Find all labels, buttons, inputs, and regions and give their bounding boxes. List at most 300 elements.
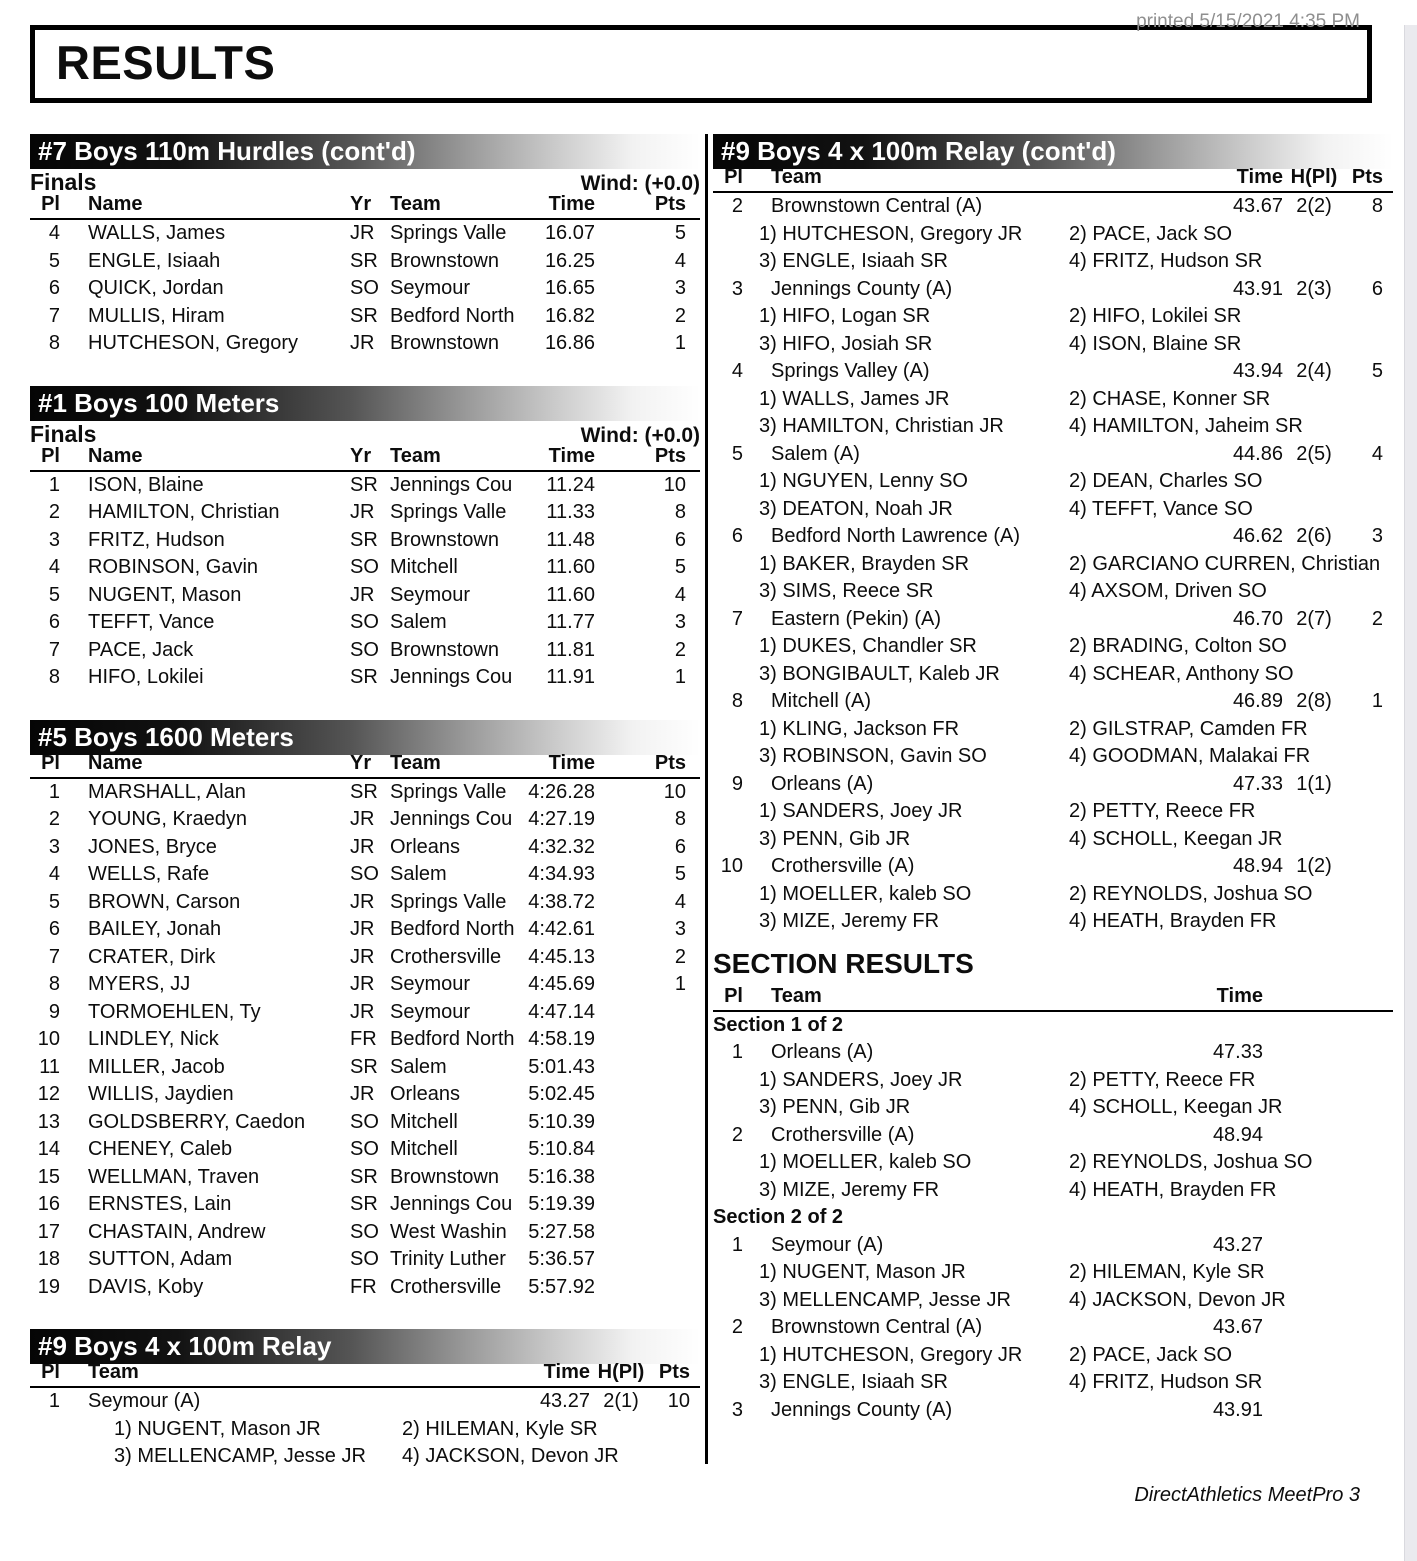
cell-name: CHENEY, Caleb [88,1138,233,1161]
cell-time: 46.89 [1232,690,1283,713]
cell-points: 2 [674,638,686,661]
cell-points: 4 [674,583,686,606]
result-row [30,527,700,555]
cell-team: Springs Valle [390,222,507,245]
relay-team-row [713,523,1393,551]
cell-place: 10 [720,855,743,878]
cell-year: SO [350,611,379,634]
cell-points: 3 [674,918,686,941]
relay-team-row [30,1388,700,1416]
result-row [30,554,700,582]
relay-leg: 3) HIFO, Josiah SR [759,332,933,355]
cell-year: JR [350,1083,375,1106]
table-header [713,984,1393,1012]
col-header-name: Name [88,193,143,215]
cell-year: JR [350,222,375,245]
cell-points: 3 [674,611,686,634]
wind-label: Wind: (+0.0) [580,423,700,447]
cell-year: SR [350,666,378,689]
cell-time: 4:47.14 [528,1000,595,1023]
col-header-time: Time [548,751,595,774]
cell-heat-place: 2(8) [1296,690,1332,713]
cell-points: 2 [1371,607,1383,630]
cell-points: 6 [674,528,686,551]
cell-name: ISON, Blaine [88,473,204,496]
cell-points: 2 [674,945,686,968]
relay-leg: 1) NUGENT, Mason JR [114,1417,321,1440]
cell-time: 4:38.72 [528,890,595,913]
table-header [30,1361,700,1388]
cell-name: HUTCHESON, Gregory [88,332,299,355]
relay-team-row [713,193,1393,221]
cell-team: West Washin [390,1220,507,1243]
cell-place: 3 [48,528,60,551]
cell-team: Mitchell [390,556,458,579]
event-title-bar [30,1329,700,1364]
cell-time: 5:02.45 [528,1083,595,1106]
col-header-time: Time [548,444,595,467]
section-results [713,948,1393,1425]
cell-name: BAILEY, Jonah [88,918,222,941]
cell-year: SO [350,1248,379,1271]
cell-time: 16.25 [544,249,595,272]
cell-year: SO [350,863,379,886]
relay-leg: 1) HUTCHESON, Gregory JR [759,1343,1023,1366]
col-header-team: Team [390,193,441,215]
event-title-bar [30,386,700,421]
cell-team: Crothersville [390,1275,502,1298]
wind-label: Wind: (+0.0) [580,172,700,195]
relay-legs-row [713,386,1393,414]
table-header [30,751,700,779]
cell-place: 6 [731,525,743,548]
relay-leg: 4) SCHEAR, Anthony SO [1069,662,1294,685]
cell-heat-place: 2(6) [1296,525,1332,548]
cell-name: HAMILTON, Christian [88,501,280,524]
cell-points: 4 [674,249,686,272]
result-row [30,248,700,276]
cell-place: 1 [48,1390,60,1413]
relay-legs-row [713,413,1393,441]
relay-legs-row [713,496,1393,524]
relay-leg: 4) HEATH, Brayden FR [1069,1178,1277,1201]
cell-place: 2 [731,1123,743,1146]
cell-team: Salem (A) [771,442,860,465]
cell-team: Orleans (A) [771,1041,874,1064]
cell-points: 5 [674,863,686,886]
cell-place: 3 [731,277,743,300]
cell-team: Salem [390,1055,447,1078]
cell-points: 4 [674,890,686,913]
cell-time: 11.60 [546,556,595,579]
result-row [30,889,700,917]
cell-year: JR [350,945,375,968]
cell-time: 4:45.13 [528,945,595,968]
cell-time: 5:10.39 [528,1110,595,1133]
cell-time: 43.27 [539,1390,590,1413]
col-header-yr: Yr [350,751,372,774]
cell-name: MILLER, Jacob [88,1055,225,1078]
col-header-team: Team [771,166,822,188]
result-row [30,916,700,944]
relay-team-row [713,606,1393,634]
cell-name: TEFFT, Vance [88,611,215,634]
cell-place: 9 [48,1000,60,1023]
relay-leg: 2) HILEMAN, Kyle SR [1069,1261,1265,1284]
col-header-pl: Pl [724,984,743,1007]
relay-leg: 3) BONGIBAULT, Kaleb JR [759,662,1000,685]
result-row [30,1054,700,1082]
table-header [30,444,700,472]
relay-leg: 1) WALLS, James JR [759,387,950,410]
relay-leg: 1) SANDERS, Joey JR [759,1068,963,1091]
cell-time: 44.86 [1232,442,1283,465]
cell-team: Brownstown Central (A) [771,1316,983,1339]
result-row [30,944,700,972]
cell-time: 4:32.32 [528,835,595,858]
result-row [30,1136,700,1164]
relay-legs-row [713,1369,1393,1397]
result-row [30,1026,700,1054]
cell-points: 2 [674,304,686,327]
cell-points: 10 [663,780,686,803]
relay-leg: 2) PETTY, Reece FR [1069,800,1256,823]
cell-place: 7 [731,607,743,630]
col-header-pts: Pts [654,751,686,774]
relay-leg: 1) BAKER, Brayden SR [759,552,970,575]
relay-leg: 1) MOELLER, kaleb SO [759,882,972,905]
cell-team: Bedford North [390,1028,515,1051]
relay-leg: 1) HUTCHESON, Gregory JR [759,222,1023,245]
cell-name: FRITZ, Hudson [88,528,225,551]
cell-time: 4:58.19 [528,1028,595,1051]
relay-team-row [713,771,1393,799]
relay-legs-row [713,1177,1393,1205]
col-header-pts: Pts [654,193,686,215]
cell-time: 4:27.19 [528,808,595,831]
cell-name: GOLDSBERRY, Caedon [88,1110,306,1133]
cell-place: 7 [48,945,60,968]
cell-team: Mitchell [390,1110,458,1133]
cell-points: 8 [674,501,686,524]
cell-team: Crothersville (A) [771,855,915,878]
cell-points: 6 [1371,277,1383,300]
cell-team: Seymour [390,583,471,606]
col-header-team: Team [390,751,441,774]
cell-name: MARSHALL, Alan [88,780,246,803]
cell-heat-place: 2(1) [603,1390,639,1413]
col-header-time: Time [543,1361,590,1383]
relay-leg: 3) PENN, Gib JR [759,827,911,850]
cell-year: SR [350,473,378,496]
cell-heat-place: 1(2) [1296,855,1332,878]
page-edge [1404,25,1417,1561]
result-row [30,664,700,692]
cell-team: Bedford North [390,304,515,327]
relay-leg: 2) REYNOLDS, Joshua SO [1069,882,1313,905]
relay-leg: 2) DEAN, Charles SO [1069,470,1263,493]
cell-points: 4 [1371,442,1383,465]
footer-brand: DirectAthletics MeetPro 3 [1134,1484,1360,1506]
cell-time: 16.82 [544,304,595,327]
cell-place: 12 [37,1083,60,1106]
cell-name: ERNSTES, Lain [88,1193,232,1216]
col-header-team: Team [390,444,441,467]
cell-team: Eastern (Pekin) (A) [771,607,942,630]
cell-year: JR [350,583,375,606]
relay-leg: 2) HIFO, Lokilei SR [1069,305,1242,328]
cell-name: YOUNG, Kraedyn [88,808,247,831]
col-header-hpl: H(Pl) [597,1361,645,1383]
section-group-label: Section 2 of 2 [713,1206,844,1229]
cell-team: Salem [390,863,447,886]
cell-team: Brownstown [390,249,499,272]
cell-points: 10 [667,1390,690,1413]
col-header-time: Time [1216,984,1263,1007]
cell-time: 11.81 [546,638,595,661]
relay-leg: 1) NUGENT, Mason JR [759,1261,966,1284]
cell-year: JR [350,332,375,355]
cell-place: 10 [37,1028,60,1051]
cell-time: 16.86 [544,332,595,355]
cell-team: Brownstown [390,528,499,551]
relay-legs-row [713,826,1393,854]
relay-leg: 2) PACE, Jack SO [1069,222,1233,245]
cell-team: Brownstown [390,1165,499,1188]
relay-team-row [713,1232,1393,1260]
cell-place: 8 [48,666,60,689]
cell-time: 5:19.39 [528,1193,595,1216]
result-row [30,275,700,303]
cell-team: Crothersville [390,945,502,968]
col-header-pl: Pl [41,751,60,774]
relay-leg: 2) HILEMAN, Kyle SR [402,1417,598,1440]
printed-timestamp: printed 5/15/2021 4:35 PM [1136,11,1360,32]
cell-time: 4:45.69 [528,973,595,996]
cell-team: Jennings Cou [390,473,513,496]
result-row [30,499,700,527]
relay-leg: 1) NGUYEN, Lenny SO [759,470,968,493]
cell-time: 48.94 [1212,1123,1263,1146]
relay-legs-row [713,248,1393,276]
cell-time: 43.91 [1212,1398,1263,1421]
cell-name: JONES, Bryce [88,835,217,858]
col-header-team: Team [771,984,822,1007]
cell-team: Brownstown [390,332,499,355]
cell-place: 1 [48,473,60,496]
relay-legs-row [713,1067,1393,1095]
cell-team: Springs Valle [390,501,507,524]
cell-time: 47.33 [1232,772,1283,795]
relay-legs-row [713,661,1393,689]
cell-name: WELLMAN, Traven [88,1165,260,1188]
cell-heat-place: 1(1) [1296,772,1332,795]
cell-place: 13 [37,1110,60,1133]
relay-leg: 4) ISON, Blaine SR [1069,332,1242,355]
cell-time: 11.60 [546,583,595,606]
cell-team: Orleans [390,1083,461,1106]
cell-name: SUTTON, Adam [88,1248,233,1271]
round-row [30,169,700,196]
col-header-pts: Pts [654,444,686,467]
cell-place: 11 [39,1055,60,1078]
result-row [30,1274,700,1302]
cell-time: 5:16.38 [528,1165,595,1188]
cell-place: 4 [48,556,60,579]
cell-place: 3 [48,835,60,858]
content-columns [30,134,1393,1468]
cell-place: 4 [731,360,743,383]
cell-time: 5:57.92 [528,1275,595,1298]
cell-team: Mitchell [390,1138,458,1161]
cell-place: 6 [48,918,60,941]
page-title-box [30,25,1372,103]
relay-legs-row [713,331,1393,359]
cell-heat-place: 2(4) [1296,360,1332,383]
cell-points: 1 [1371,690,1383,713]
cell-team: Jennings Cou [390,666,513,689]
cell-time: 48.94 [1232,855,1283,878]
cell-place: 6 [48,277,60,300]
cell-points: 1 [674,973,686,996]
right-column [713,134,1393,1464]
cell-team: Springs Valle [390,780,507,803]
result-row [30,806,700,834]
relay-team-row [713,1122,1393,1150]
result-row [30,330,700,358]
cell-time: 43.27 [1212,1233,1263,1256]
cell-points: 3 [1371,525,1383,548]
page-title: RESULTS [56,36,276,89]
relay-legs-row [713,1287,1393,1315]
result-row [30,472,700,500]
relay-leg: 3) HAMILTON, Christian JR [759,415,1004,438]
relay-team-row [713,441,1393,469]
relay-leg: 1) SANDERS, Joey JR [759,800,963,823]
relay-leg: 3) MELLENCAMP, Jesse JR [114,1445,366,1468]
relay-leg: 3) ENGLE, Isiaah SR [759,1371,948,1394]
relay-legs-row [713,716,1393,744]
relay-leg: 3) SIMS, Reece SR [759,580,934,603]
cell-place: 6 [48,611,60,634]
relay-leg: 4) AXSOM, Driven SO [1069,580,1267,603]
result-row [30,1219,700,1247]
event-title: #1 Boys 100 Meters [38,387,280,418]
cell-place: 8 [731,690,743,713]
col-header-pl: Pl [41,1361,60,1383]
cell-team: Seymour [390,1000,471,1023]
cell-name: CRATER, Dirk [88,945,216,968]
relay-legs-row [713,633,1393,661]
col-header-yr: Yr [350,444,372,467]
result-row [30,999,700,1027]
section-results-title: SECTION RESULTS [713,947,974,979]
result-row [30,609,700,637]
cell-place: 2 [48,501,60,524]
cell-points: 10 [663,473,686,496]
cell-name: MYERS, JJ [88,973,191,996]
cell-time: 5:10.84 [528,1138,595,1161]
relay-leg: 3) MIZE, Jeremy FR [759,1178,940,1201]
cell-name: TORMOEHLEN, Ty [88,1000,261,1023]
cell-name: PACE, Jack [88,638,194,661]
cell-place: 1 [731,1041,743,1064]
relay-team-row [713,276,1393,304]
cell-time: 5:36.57 [528,1248,595,1271]
cell-year: JR [350,835,375,858]
relay-legs-row [713,303,1393,331]
cell-year: SO [350,277,379,300]
cell-time: 16.07 [544,222,595,245]
cell-team: Brownstown Central (A) [771,195,983,218]
cell-place: 8 [48,973,60,996]
cell-place: 17 [37,1220,60,1243]
cell-place: 7 [48,304,60,327]
cell-place: 18 [37,1248,60,1271]
relay-legs-row [713,743,1393,771]
cell-place: 1 [731,1233,743,1256]
col-header-time: Time [1236,166,1283,188]
cell-heat-place: 2(5) [1296,442,1332,465]
col-header-name: Name [88,751,143,774]
relay-legs-row [713,578,1393,606]
col-header-hpl: H(Pl) [1290,166,1338,188]
cell-time: 11.24 [546,473,595,496]
event-title: #9 Boys 4 x 100m Relay [38,1331,332,1361]
cell-team: Bedford North Lawrence (A) [771,525,1021,548]
cell-year: SR [350,249,378,272]
cell-name: BROWN, Carson [88,890,241,913]
cell-points: 3 [674,277,686,300]
cell-team: Brownstown [390,638,499,661]
cell-time: 4:26.28 [528,780,595,803]
col-header-team: Team [88,1361,139,1383]
result-row [30,582,700,610]
cell-name: LINDLEY, Nick [88,1028,219,1051]
cell-place: 5 [48,890,60,913]
cell-time: 47.33 [1212,1041,1263,1064]
relay-legs-row [30,1443,700,1471]
cell-place: 2 [48,808,60,831]
cell-place: 16 [37,1193,60,1216]
cell-time: 4:34.93 [528,863,595,886]
relay-leg: 2) BRADING, Colton SO [1069,635,1287,658]
event-section [713,134,1393,936]
result-row [30,1191,700,1219]
cell-time: 5:01.43 [528,1055,595,1078]
cell-team: Trinity Luther [390,1248,506,1271]
cell-name: WELLS, Rafe [88,863,210,886]
relay-leg: 3) PENN, Gib JR [759,1096,911,1119]
relay-leg: 1) KLING, Jackson FR [759,717,960,740]
relay-team-row [713,1039,1393,1067]
cell-team: Seymour [390,973,471,996]
relay-legs-row [713,221,1393,249]
cell-points: 1 [674,666,686,689]
cell-year: SR [350,528,378,551]
result-row [30,1246,700,1274]
relay-leg: 1) HIFO, Logan SR [759,305,931,328]
cell-place: 4 [48,222,60,245]
col-header-pts: Pts [1351,166,1383,188]
cell-team: Jennings Cou [390,808,513,831]
cell-time: 46.70 [1232,607,1283,630]
cell-team: Seymour (A) [88,1390,201,1413]
column-divider [705,134,708,1464]
relay-legs-row [713,551,1393,579]
cell-place: 5 [731,442,743,465]
cell-year: JR [350,890,375,913]
